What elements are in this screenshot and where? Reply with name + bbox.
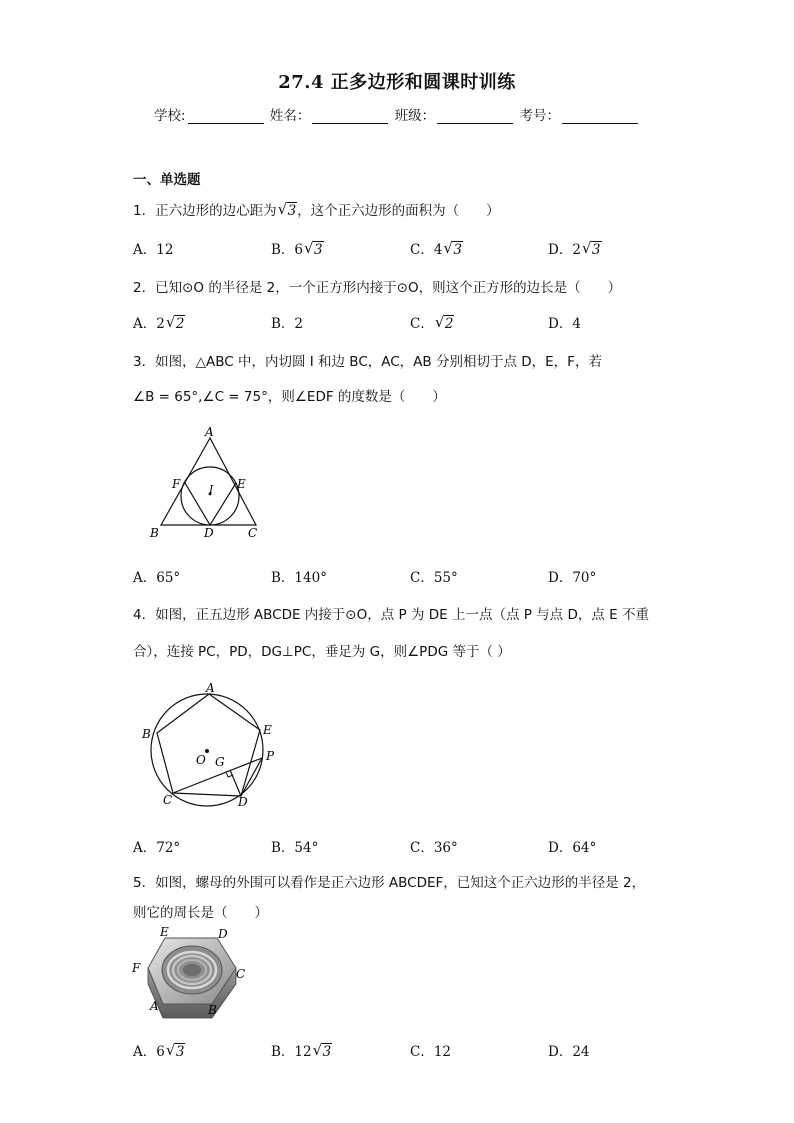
q5-option-b-radicand: 3 [322, 1044, 332, 1060]
q3-option-b[interactable]: B．140° [271, 570, 327, 586]
page-title: 27.4 正多边形和圆课时训练 [278, 72, 516, 93]
sqrt-symbol: √ 3 [277, 200, 297, 219]
question-1-text-b: ，这个正六边形的面积为（ ） [297, 203, 500, 219]
exam-number-label: 考号： [519, 108, 560, 124]
label-e: E [160, 925, 169, 939]
label-d: D [204, 526, 214, 540]
question-3-line-1: 3．如图，△ABC 中，内切圆 I 和边 BC，AC，AB 分别相切于点 D，E，F，若 [133, 354, 602, 370]
school-label: 学校: [154, 108, 186, 124]
q4-option-a[interactable]: A．72° [133, 840, 181, 856]
question-5-line-2: 则它的周长是（ ） [133, 905, 268, 921]
q1-option-a[interactable] [133, 238, 173, 258]
q1-option-d-label: D．2 [548, 242, 581, 258]
q5-option-a-radicand: 3 [175, 1044, 185, 1060]
q2-option-c-label: C． [410, 316, 434, 332]
q1-option-b-label: B．6 [271, 242, 304, 258]
q3-option-a[interactable]: A．65° [133, 570, 181, 586]
label-a: A [205, 425, 214, 439]
sqrt-symbol: √ 2 [434, 313, 454, 332]
q1-option-c-radicand: 3 [453, 242, 463, 258]
segment-dg [230, 770, 241, 796]
q2-option-d-label: D．4 [548, 316, 581, 332]
q4-option-b[interactable]: B．54° [271, 840, 319, 856]
question-4-line-1: 4．如图，正五边形 ABCDE 内接于⊙O，点 P 为 DE 上一点（点 P 与点 D，点 E 不重 [133, 607, 649, 623]
label-e: E [237, 477, 246, 491]
q2-option-a[interactable] [133, 312, 185, 332]
q2-option-b-label: B．2 [271, 316, 304, 332]
exam-number-blank[interactable] [562, 109, 638, 124]
segment-pd [241, 758, 262, 796]
q5-option-c-label: C．12 [410, 1044, 452, 1060]
student-info-line [0, 104, 794, 124]
label-a: A [150, 999, 159, 1013]
pentagon-circle-figure [136, 680, 286, 810]
label-o: O [196, 753, 206, 767]
sqrt-symbol: √ 3 [443, 239, 463, 258]
q1-option-a-label: A．12 [133, 242, 174, 258]
q5-option-a-label: A．6 [133, 1044, 165, 1060]
label-g: G [215, 755, 225, 769]
hex-nut-figure [130, 924, 255, 1024]
q1-option-c-label: C．4 [410, 242, 443, 258]
label-c: C [236, 967, 246, 981]
q1-option-d[interactable] [548, 238, 602, 258]
q3-option-c[interactable]: C．55° [410, 570, 458, 586]
q2-option-a-radicand: 2 [175, 316, 185, 332]
pentagon-abcde [157, 694, 260, 796]
question-3-line-2: ∠B = 65°,∠C = 75°，则∠EDF 的度数是（ ） [133, 389, 446, 405]
bore-center [183, 964, 201, 976]
label-b: B [150, 526, 159, 540]
q5-option-b-label: B．12 [271, 1044, 312, 1060]
triangle-incircle-figure [148, 422, 268, 544]
label-f: F [132, 961, 141, 975]
incircle [181, 467, 239, 525]
sqrt-symbol: √ 2 [165, 313, 185, 332]
section-heading: 一、单选题 [133, 172, 201, 188]
question-1-radicand: 3 [287, 203, 297, 219]
class-blank[interactable] [437, 109, 513, 124]
label-e: E [263, 723, 272, 737]
name-label: 姓名： [269, 108, 311, 124]
q1-option-b[interactable] [271, 238, 324, 258]
q5-option-c[interactable] [410, 1040, 451, 1060]
label-p: P [266, 749, 275, 763]
q4-option-c[interactable]: C．36° [410, 840, 458, 856]
class-label: 班级： [394, 108, 436, 124]
q2-option-a-label: A．2 [133, 316, 165, 332]
label-d: D [238, 795, 248, 809]
question-4-line-2: 合），连接 PC，PD，DG⊥PC，垂足为 G，则∠PDG 等于（ ） [133, 644, 511, 660]
question-5-line-1: 5．如图，螺母的外围可以看作是正六边形 ABCDEF，已知这个正六边形的半径是 2， [133, 875, 646, 891]
q1-option-d-radicand: 3 [591, 242, 601, 258]
q2-option-c[interactable] [410, 312, 454, 332]
sqrt-symbol: √ 3 [165, 1041, 185, 1060]
q5-option-a[interactable] [133, 1040, 185, 1060]
q2-option-c-radicand: 2 [444, 316, 454, 332]
question-1 [133, 199, 500, 219]
name-blank[interactable] [312, 109, 388, 124]
label-i: I [209, 483, 214, 496]
q5-option-d-label: D．24 [548, 1044, 590, 1060]
q2-option-d[interactable] [548, 312, 581, 332]
q4-option-d[interactable]: D．64° [548, 840, 597, 856]
school-blank[interactable] [188, 109, 264, 124]
sqrt-symbol: √ 3 [304, 239, 323, 258]
label-a: A [206, 681, 215, 695]
label-c: C [163, 793, 173, 807]
q3-option-d[interactable]: D．70° [548, 570, 597, 586]
q5-option-d[interactable] [548, 1040, 590, 1060]
q1-option-b-radicand: 3 [314, 242, 323, 258]
label-c: C [248, 526, 258, 540]
label-d: D [218, 927, 228, 941]
label-b: B [142, 727, 151, 741]
q2-option-b[interactable] [271, 312, 303, 332]
label-b: B [208, 1003, 217, 1017]
label-f: F [172, 477, 181, 491]
question-1-text-a: 1．正六边形的边心距为 [133, 203, 277, 219]
sqrt-symbol: √ 3 [312, 1041, 332, 1060]
q1-option-c[interactable] [410, 238, 463, 258]
question-2: 2．已知⊙O 的半径是 2，一个正方形内接于⊙O，则这个正方形的边长是（ ） [133, 280, 622, 296]
q5-option-b[interactable] [271, 1040, 332, 1060]
sqrt-symbol: √ 3 [581, 239, 601, 258]
